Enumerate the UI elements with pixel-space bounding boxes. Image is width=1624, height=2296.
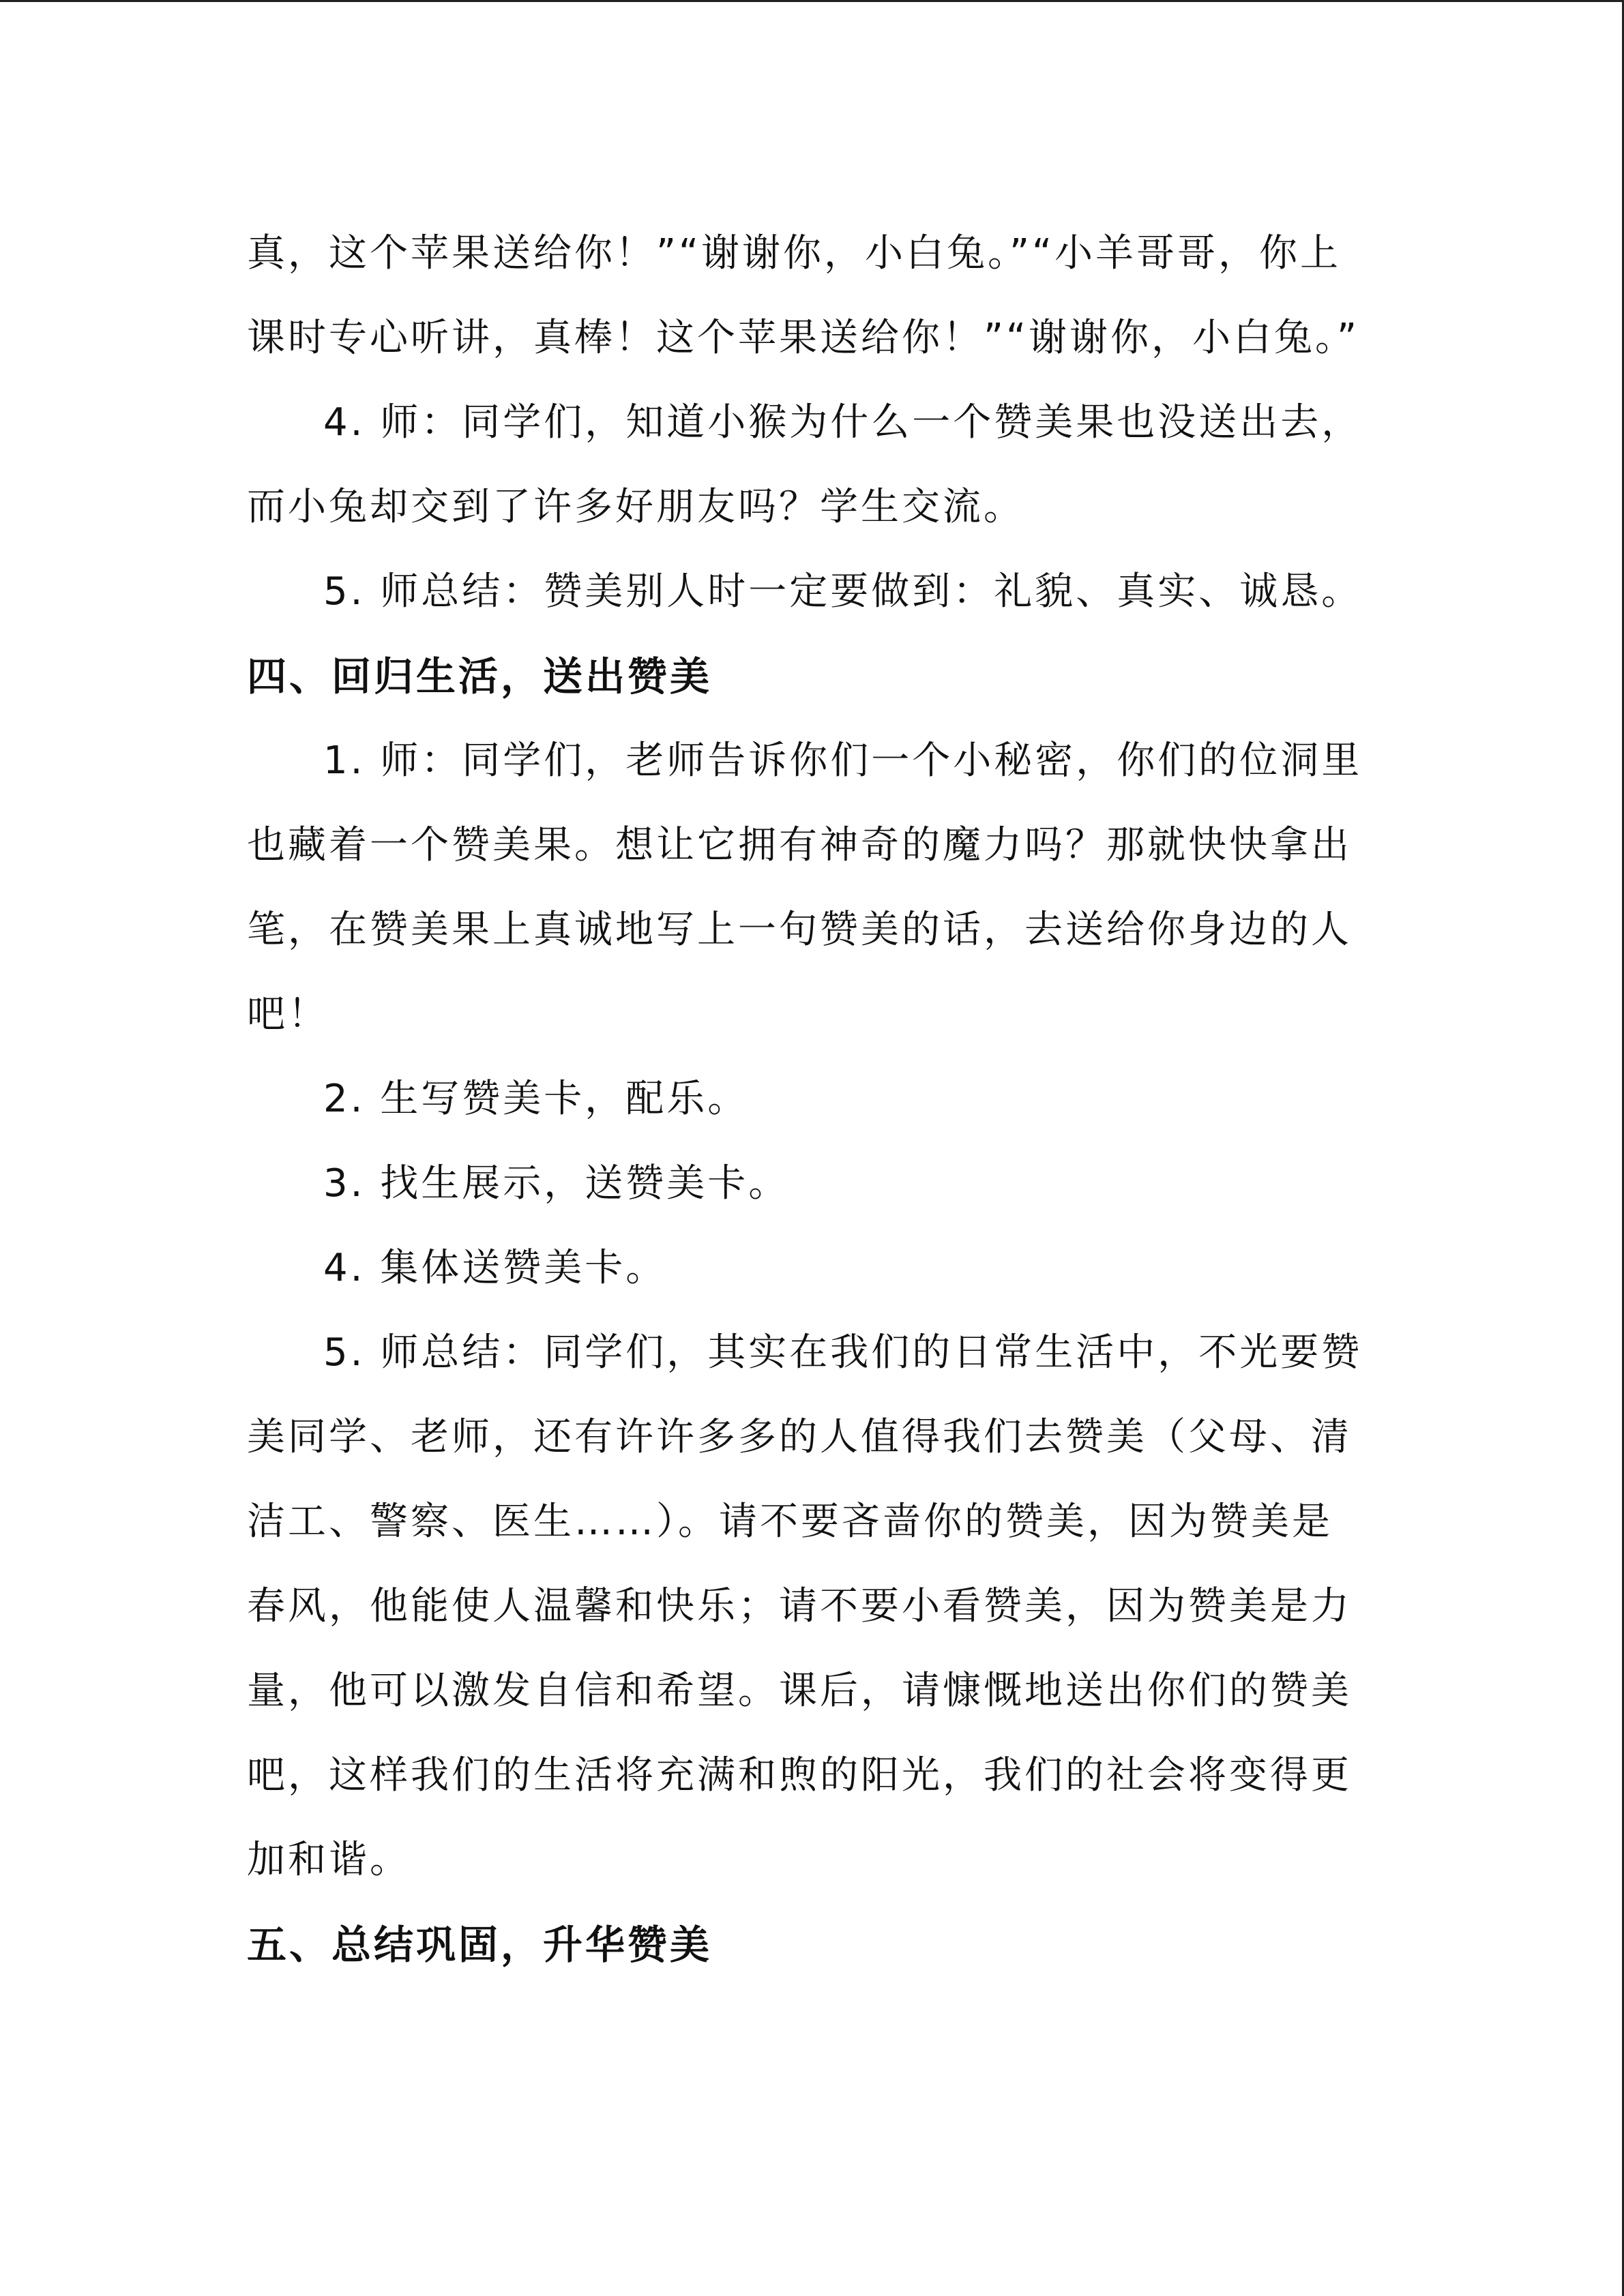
paragraph-section4-step-2: 2. 生写赞美卡，配乐。: [323, 1077, 749, 1121]
paragraph-section4-step-4: 4. 集体送赞美卡。: [323, 1246, 667, 1290]
paragraph-step-4-question: 4. 师：同学们，知道小猴为什么一个赞美果也没送出去，而小兔却交到了许多好朋友吗？学生交流。: [247, 400, 1363, 529]
section-heading-5: 五、总结巩固，升华赞美: [247, 1922, 713, 1968]
document-body: [247, 211, 1365, 1987]
paragraph-continuation: 真，这个苹果送给你！”“谢谢你，小白兔。”“小羊哥哥，你上课时专心听讲，真棒！这个苹果送给你！”“谢谢你，小白兔。”: [247, 231, 1360, 360]
page-top-border: [0, 0, 1624, 2]
paragraph-section4-step-1: 1. 师：同学们，老师告诉你们一个小秘密，你们的位洞里也藏着一个赞美果。想让它拥有神奇的魔力吗？那就快快拿出笔，在赞美果上真诚地写上一句赞美的话，去送给你身边的人吧！: [247, 739, 1363, 1037]
paragraph-section4-step-5: 5. 师总结：同学们，其实在我们的日常生活中，不光要赞美同学、老师，还有许许多多的人值得我们去赞美（父母、清洁工、警察、医生……）。请不要吝啬你的赞美，因为赞美是春风，他能使人温馨和快乐；请不要小看赞美，因为赞美是力量，他可以激发自信和希望。课后，请慷慨地送出你们的赞美吧，这样我们的生活将充满和煦的阳光，我们的社会将变得更加和谐。: [247, 1330, 1363, 1882]
paragraph-step-5-summary: 5. 师总结：赞美别人时一定要做到：礼貌、真实、诚恳。: [323, 569, 1363, 614]
paragraph-section4-step-3: 3. 找生展示，送赞美卡。: [323, 1161, 790, 1206]
section-heading-4: 四、回归生活，送出赞美: [247, 653, 713, 700]
